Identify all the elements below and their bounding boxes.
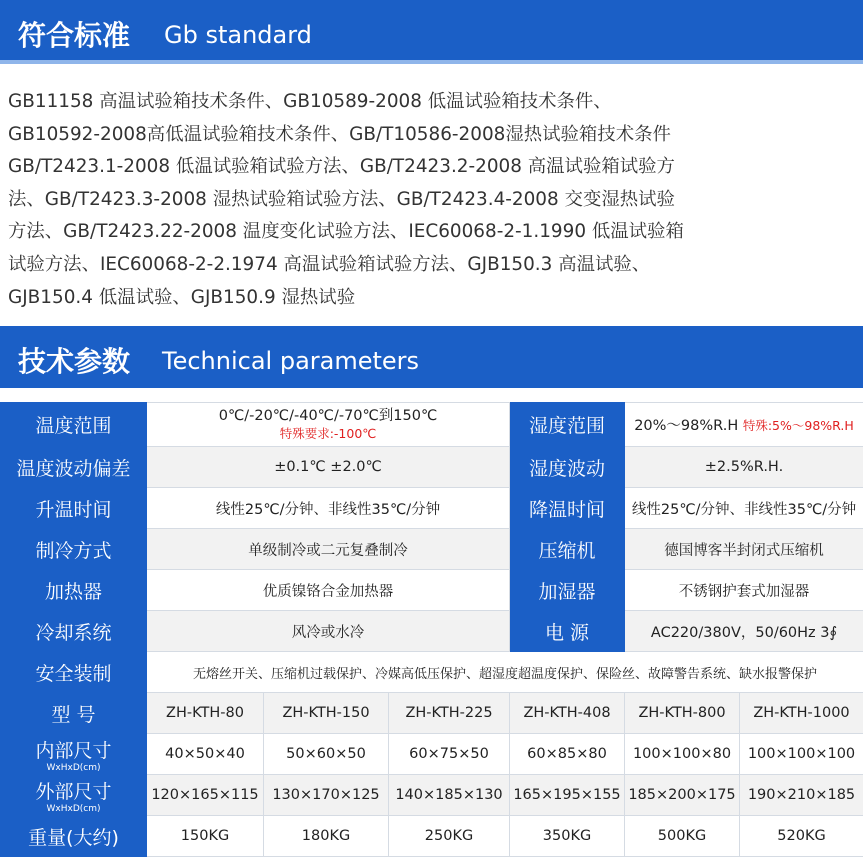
weight-value: 350KG: [510, 816, 625, 857]
humidity-range-value: 20%～98%R.H: [634, 418, 738, 434]
outer-size-value: 140×185×130: [389, 775, 510, 816]
model-name: ZH-KTH-150: [264, 693, 389, 734]
standards-line: 试验方法、IEC60068-2-2.1974 高温试验箱试验方法、GJB150.3 高温试验、: [8, 249, 858, 282]
humidifier-label: 加湿器: [510, 570, 625, 611]
params-header: [0, 326, 863, 388]
temp-fluct-value: ±0.1℃ ±2.0℃: [147, 447, 510, 488]
inner-size-value: 60×75×50: [389, 734, 510, 775]
safety-label: 安全装制: [1, 652, 147, 693]
cooling-value: 风冷或水冷: [147, 611, 510, 652]
outer-size-value: 185×200×175: [625, 775, 740, 816]
model-name: ZH-KTH-408: [510, 693, 625, 734]
model-name: ZH-KTH-80: [147, 693, 264, 734]
humidity-fluct-value: ±2.5%R.H.: [625, 447, 863, 488]
inner-size-value: 100×100×80: [625, 734, 740, 775]
inner-size-value: 100×100×100: [740, 734, 863, 775]
inner-size-value: 50×60×50: [264, 734, 389, 775]
weight-value: 150KG: [147, 816, 264, 857]
standards-line: 方法、GB/T2423.22-2008 温度变化试验方法、IEC60068-2-1.1990 低温试验箱: [8, 216, 858, 249]
compressor-label: 压缩机: [510, 529, 625, 570]
humidity-range-label: 湿度范围: [510, 403, 625, 447]
outer-size-unit: WxHxD(cm): [1, 805, 146, 814]
heater-value: 优质镍铬合金加热器: [147, 570, 510, 611]
humidity-range-cell: [625, 403, 863, 447]
cooling-label: 冷却系统: [1, 611, 147, 652]
safety-value: 无熔丝开关、压缩机过载保护、冷媒高低压保护、超湿度超温度保护、保险丝、故障警告系统、缺水报警保护: [147, 652, 863, 693]
temp-range-special: 特殊要求:-100℃: [280, 426, 377, 441]
outer-size-value: 165×195×155: [510, 775, 625, 816]
header-stripe: [0, 60, 863, 64]
params-title-en: Technical parameters: [162, 347, 419, 375]
refrig-value: 单级制冷或二元复叠制冷: [147, 529, 510, 570]
standards-header: [0, 0, 863, 64]
heat-time-value: 线性25℃/分钟、非线性35℃/分钟: [147, 488, 510, 529]
temp-range-cell: [147, 403, 510, 447]
outer-size-value: 120×165×115: [147, 775, 264, 816]
temp-fluct-label: 温度波动偏差: [1, 447, 147, 488]
standards-title-cn: 符合标准: [18, 14, 130, 54]
params-title-cn: 技术参数: [18, 340, 130, 380]
model-name: ZH-KTH-225: [389, 693, 510, 734]
cool-time-label: 降温时间: [510, 488, 625, 529]
weight-label: 重量(大约): [1, 816, 147, 857]
standards-title-en: Gb standard: [164, 21, 312, 49]
model-name: ZH-KTH-1000: [740, 693, 863, 734]
heat-time-label: 升温时间: [1, 488, 147, 529]
refrig-label: 制冷方式: [1, 529, 147, 570]
weight-value: 520KG: [740, 816, 863, 857]
outer-size-value: 190×210×185: [740, 775, 863, 816]
standards-line: GB/T2423.1-2008 低温试验箱试验方法、GB/T2423.2-2008 高温试验箱试验方: [8, 151, 858, 184]
cool-time-value: 线性25℃/分钟、非线性35℃/分钟: [625, 488, 863, 529]
model-name: ZH-KTH-800: [625, 693, 740, 734]
standards-line: GJB150.4 低温试验、GJB150.9 湿热试验: [8, 282, 858, 315]
model-label: 型 号: [1, 693, 147, 734]
inner-size-value: 60×85×80: [510, 734, 625, 775]
standards-line: GB10592-2008高低温试验箱技术条件、GB/T10586-2008湿热试验箱技术条件: [8, 119, 858, 152]
weight-value: 250KG: [389, 816, 510, 857]
outer-size-title: 外部尺寸: [35, 781, 111, 803]
inner-size-title: 内部尺寸: [35, 740, 111, 762]
standards-line: 法、GB/T2423.3-2008 湿热试验箱试验方法、GB/T2423.4-2008 交变湿热试验: [8, 184, 858, 217]
humidifier-value: 不锈钢护套式加湿器: [625, 570, 863, 611]
standards-text: [8, 86, 858, 314]
params-table: [0, 402, 863, 857]
humidity-range-special: 特殊:5%～98%R.H: [743, 418, 854, 433]
standards-line: GB11158 高温试验箱技术条件、GB10589-2008 低温试验箱技术条件、: [8, 86, 858, 119]
heater-label: 加热器: [1, 570, 147, 611]
weight-value: 500KG: [625, 816, 740, 857]
temp-range-label: 温度范围: [1, 403, 147, 447]
outer-size-value: 130×170×125: [264, 775, 389, 816]
weight-value: 180KG: [264, 816, 389, 857]
humidity-fluct-label: 湿度波动: [510, 447, 625, 488]
inner-size-label: [1, 734, 147, 775]
temp-range-value: 0℃/-20℃/-40℃/-70℃到150℃: [219, 408, 438, 424]
compressor-value: 德国博客半封闭式压缩机: [625, 529, 863, 570]
power-label: 电 源: [510, 611, 625, 652]
power-value: AC220/380V，50/60Hz 3∮: [625, 611, 863, 652]
inner-size-unit: WxHxD(cm): [1, 764, 146, 773]
inner-size-value: 40×50×40: [147, 734, 264, 775]
outer-size-label: [1, 775, 147, 816]
